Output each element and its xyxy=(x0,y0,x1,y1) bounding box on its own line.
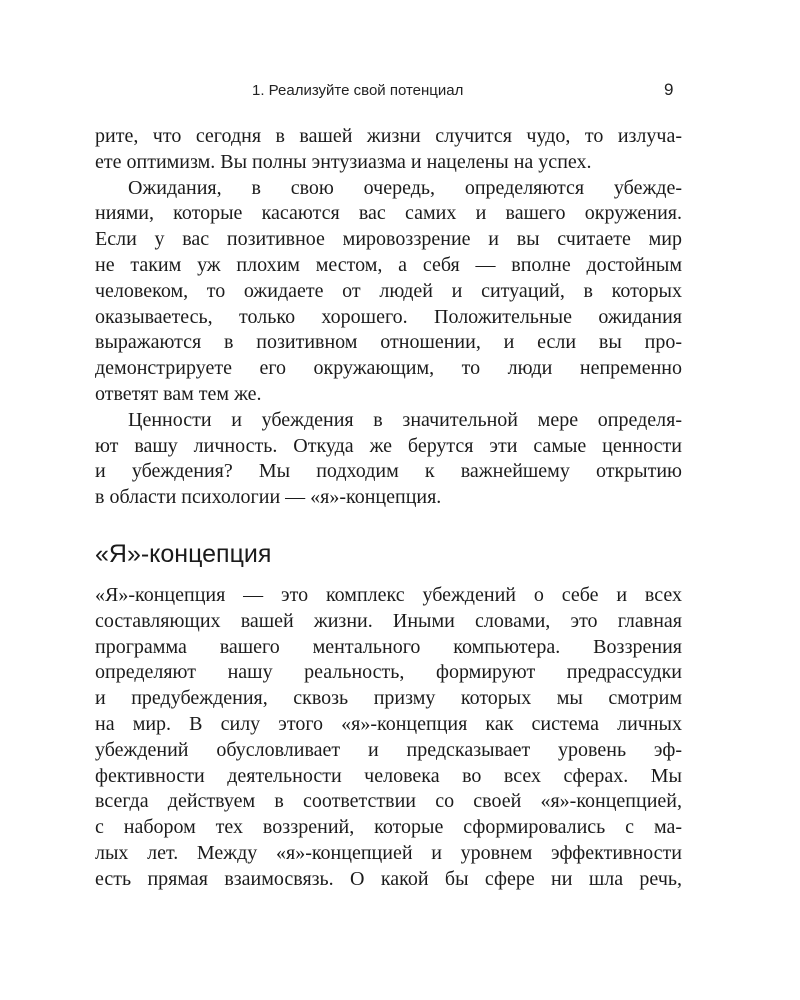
text-line: с набором тех воззрений, которые сформировались с ма- xyxy=(95,816,682,839)
text-line: составляющих вашей жизни. Иными словами, это главная xyxy=(95,609,682,632)
running-title: 1. Реализуйте свой потенциал xyxy=(252,82,464,99)
text-line: рите, что сегодня в вашей жизни случится чудо, то излуча- xyxy=(95,125,682,147)
text-line: Ценности и убеждения в значительной мере определя- xyxy=(128,408,682,431)
body-text-section-2 xyxy=(95,583,682,893)
section-heading: «Я»-концепция xyxy=(95,540,272,568)
text-line: ют вашу личность. Откуда же берутся эти самые ценности xyxy=(95,434,682,457)
text-line: не таким уж плохим местом, а себя — вполне достойным xyxy=(95,253,682,276)
text-line: человеком, то ожидаете от людей и ситуаций, в которых xyxy=(95,279,682,302)
text-line: программа вашего ментального компьютера. Воззрения xyxy=(95,635,682,658)
text-line: определяют нашу реальность, формируют предрассудки xyxy=(95,661,682,684)
text-line: ниями, которые касаются вас самих и вашего окружения. xyxy=(95,202,682,225)
text-line: есть прямая взаимосвязь. О какой бы сфере ни шла речь, xyxy=(95,867,682,890)
text-line: лых лет. Между «я»-концепцией и уровнем эффективности xyxy=(95,841,682,864)
text-line: фективности деятельности человека во всех сферах. Мы xyxy=(95,764,682,787)
text-line: выражаются в позитивном отношении, и если вы про- xyxy=(95,331,682,354)
text-line: на мир. В силу этого «я»-концепция как система личных xyxy=(95,712,682,735)
text-line: ете оптимизм. Вы полны энтузиазма и нацелены на успех. xyxy=(95,150,592,173)
text-line: ответят вам тем же. xyxy=(95,382,262,405)
text-line: «Я»-концепция — это комплекс убеждений о себе и всех xyxy=(95,584,682,606)
text-line: и убеждения? Мы подходим к важнейшему открытию xyxy=(95,460,682,483)
text-line: в области психологии — «я»-концепция. xyxy=(95,486,442,509)
body-text-section-1 xyxy=(95,124,682,511)
text-line: Если у вас позитивное мировоззрение и вы считаете мир xyxy=(95,228,682,251)
page-number: 9 xyxy=(664,80,674,99)
running-header xyxy=(0,80,800,104)
text-line: убеждений обусловливает и предсказывает уровень эф- xyxy=(95,738,682,761)
text-line: и предубеждения, сквозь призму которых мы смотрим xyxy=(95,687,682,710)
text-line: оказываетесь, только хорошего. Положительные ожидания xyxy=(95,305,682,328)
text-line: демонстрируете его окружающим, то люди непременно xyxy=(95,357,682,380)
text-line: всегда действуем в соответствии со своей «я»-концепцией, xyxy=(95,790,682,813)
text-line: Ожидания, в свою очередь, определяются убежде- xyxy=(128,176,682,199)
